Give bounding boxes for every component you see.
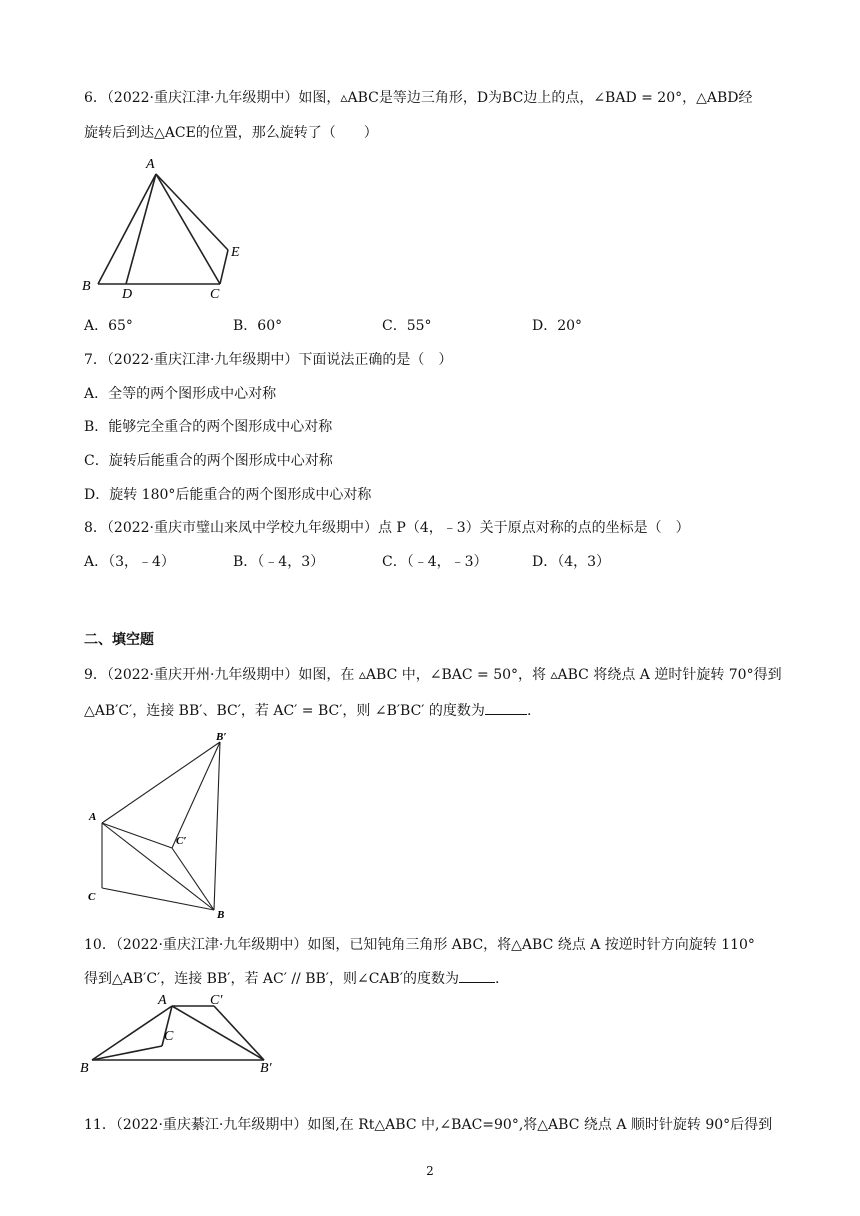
q6-figure: [78, 152, 258, 300]
q9-stem-line1: 9．（2022·重庆开州·九年级期中）如图，在 ▵ABC 中，∠BAC = 50°，将 ▵ABC 将绕点 A 逆时针旋转 70°得到: [84, 667, 782, 683]
page-number: 2: [426, 1164, 434, 1178]
q10-stem-line1: 10．（2022·重庆江津·九年级期中）如图，已知钝角三角形 ABC，将△ABC 绕点 A 按逆时针方向旋转 110°: [84, 937, 755, 953]
q10-label-b-prime: B′: [260, 1061, 272, 1074]
q10-stem-line2: [84, 968, 499, 989]
q10-label-a: A: [158, 993, 167, 1008]
q8-option-a: A．（3，﹣4）: [84, 554, 175, 570]
q6-label-c: C: [210, 287, 220, 300]
q9-answer-blank[interactable]: [485, 700, 527, 715]
q6-label-d: D: [122, 287, 133, 300]
q9-label-c: C: [88, 891, 96, 903]
q6-label-e: E: [231, 245, 240, 260]
q6-option-c: C．55°: [382, 318, 432, 334]
q8-option-c: C．（﹣4，﹣3）: [382, 554, 488, 570]
q9-label-a: A: [89, 811, 97, 823]
q8-option-d: D．（4，3）: [532, 554, 611, 570]
q6-option-d: D．20°: [532, 318, 583, 334]
q10-answer-blank[interactable]: [459, 968, 495, 983]
q7-option-d: D．旋转 180°后能重合的两个图形成中心对称: [84, 487, 372, 503]
q10-label-c-prime: C′: [210, 993, 223, 1008]
section-heading-fill-blank: 二、填空题: [84, 632, 154, 648]
q10-label-b: B: [80, 1061, 89, 1074]
q9-figure: [80, 728, 250, 920]
q9-line2-end: .: [526, 703, 532, 719]
q10-line2-end: .: [495, 971, 500, 987]
q7-option-a: A．全等的两个图形成中心对称: [84, 386, 277, 402]
q9-stem-line2: [84, 700, 531, 721]
q10-line2-text: 得到△AB′C′，连接 BB′，若 AC′ // BB′，则∠CAB′的度数为: [84, 971, 459, 987]
q6-option-a: A．65°: [84, 318, 133, 334]
q6-stem-line1: 6．（2022·重庆江津·九年级期中）如图，▵ABC是等边三角形，D为BC边上的点，∠BAD = 20°，△ABD经: [84, 90, 753, 106]
q9-label-c-prime: C′: [176, 835, 187, 847]
q10-figure: [78, 992, 284, 1074]
q7-option-c: C．旋转后能重合的两个图形成中心对称: [84, 453, 333, 469]
q6-label-b: B: [82, 279, 91, 294]
q11-stem-line1: 11．（2022·重庆綦江·九年级期中）如图,在 Rt△ABC 中,∠BAC=90°,将△ABC 绕点 A 顺时针旋转 90°后得到: [84, 1117, 773, 1133]
q10-label-c: C: [164, 1029, 174, 1044]
q9-label-b: B: [217, 909, 225, 920]
q9-label-b-prime: B′: [216, 731, 227, 743]
q8-option-b: B．（﹣4，3）: [233, 554, 325, 570]
q6-option-b: B．60°: [233, 318, 283, 334]
q9-line2-text: △AB′C′，连接 BB′、BC′，若 AC′ = BC′，则 ∠B′BC′ 的度数为: [84, 703, 485, 719]
q7-stem: 7．（2022·重庆江津·九年级期中）下面说法正确的是（ ）: [84, 352, 453, 368]
q6-stem-line2: 旋转后到达△ACE的位置，那么旋转了（ ）: [84, 125, 378, 141]
q7-option-b: B．能够完全重合的两个图形成中心对称: [84, 419, 333, 435]
q6-label-a: A: [146, 157, 155, 172]
q8-stem: 8．（2022·重庆市璧山来凤中学校九年级期中）点 P（4，﹣3）关于原点对称的点的坐标是（ ）: [84, 520, 690, 536]
